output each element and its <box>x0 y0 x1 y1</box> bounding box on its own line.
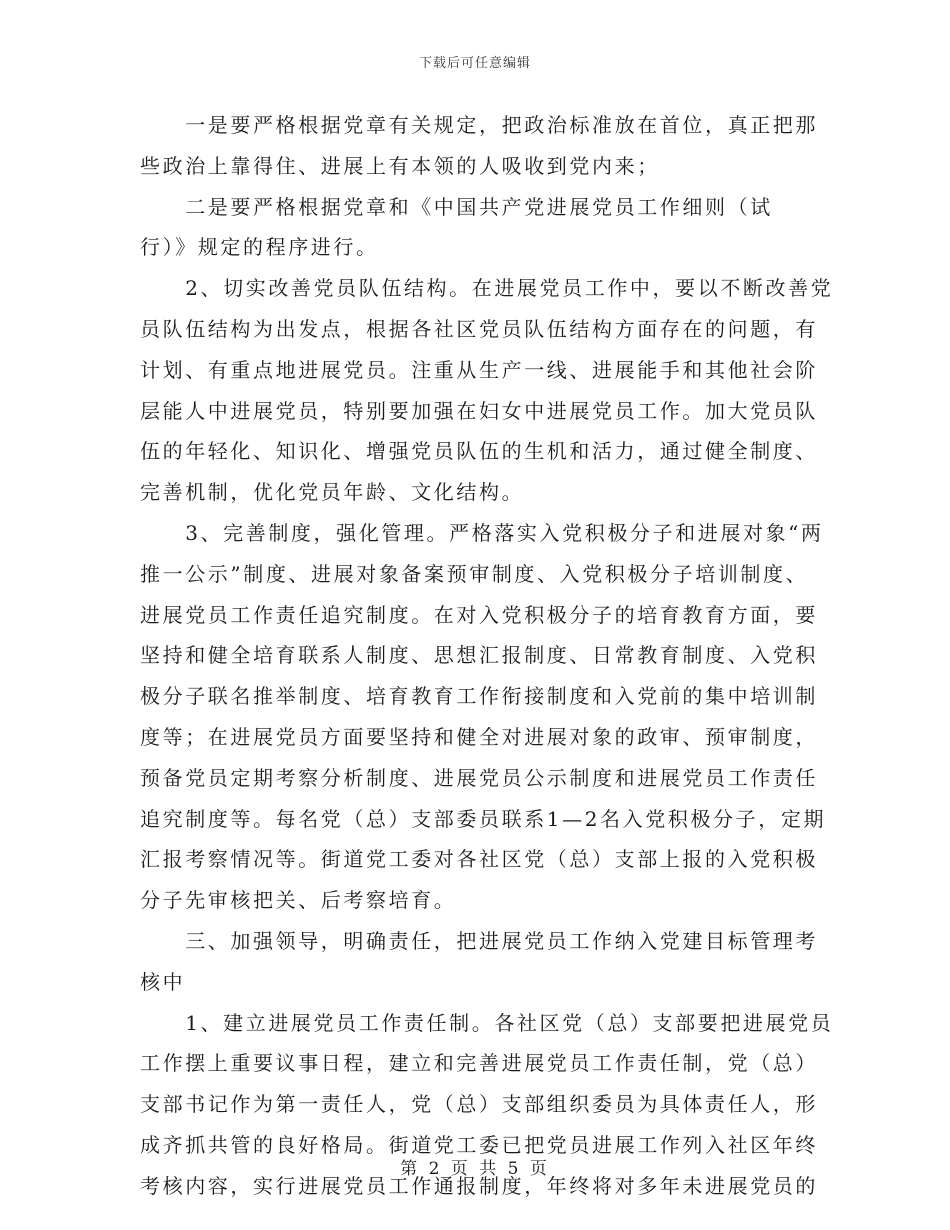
body-text-line: 三、加强领导，明确责任，把进展党员工作纳入党建目标管理考 <box>140 929 818 953</box>
page-header-note: 下载后可任意编辑 <box>418 56 531 71</box>
body-text-line: 分子先审核把关、后考察培育。 <box>140 888 457 913</box>
body-text-line: 二是要严格根据党章和《中国共产党进展党员工作细则（试 <box>140 194 773 219</box>
body-text-line: 2、切实改善党员队伍结构。在进展党员工作中，要以不断改善党 <box>140 276 834 301</box>
body-text-line: 些政治上靠得住、进展上有本领的人吸收到党内来； <box>140 153 660 178</box>
body-text-line: 核中 <box>140 969 186 994</box>
body-text-line: 度等；在进展党员方面要坚持和健全对进展对象的政审、预审制度， <box>140 725 818 749</box>
body-text-line: 支部书记作为第一责任人，党（总）支部组织委员为具体责任人，形 <box>140 1092 818 1117</box>
body-text-line: 坚持和健全培育联系人制度、思想汇报制度、日常教育制度、入党积 <box>140 643 818 668</box>
body-text-line: 3、完善制度，强化管理。严格落实入党积极分子和进展对象“两 <box>140 521 824 545</box>
body-text-line: 员队伍结构为出发点，根据各社区党员队伍结构方面存在的问题，有 <box>140 317 818 341</box>
body-text-line: 行）》规定的程序进行。 <box>140 235 379 260</box>
body-text-line: 预备党员定期考察分析制度、进展党员公示制度和进展党员工作责任 <box>140 765 818 790</box>
body-text-line: 追究制度等。每名党（总）支部委员联系1—2名入党积极分子，定期 <box>140 806 827 831</box>
body-text-line: 层能人中进展党员，特别要加强在妇女中进展党员工作。加大党员队 <box>140 398 818 423</box>
body-text-line: 进展党员工作责任追究制度。在对入党积极分子的培育教育方面，要 <box>140 602 818 627</box>
body-text-line: 汇报考察情况等。街道党工委对各社区党（总）支部上报的入党积极 <box>140 847 818 872</box>
body-text-line: 推一公示”制度、进展对象备案预审制度、入党积极分子培训制度、 <box>140 561 809 586</box>
body-text-line: 一是要严格根据党章有关规定，把政治标准放在首位，真正把那 <box>140 113 818 137</box>
body-text-line: 极分子联名推举制度、培育教育工作衔接制度和入党前的集中培训制 <box>140 684 818 709</box>
page-footer: 第 2 页 共 5 页 <box>400 1159 550 1179</box>
body-text-line: 计划、有重点地进展党员。注重从生产一线、进展能手和其他社会阶 <box>140 357 818 382</box>
body-text-line: 成齐抓共管的良好格局。街道党工委已把党员进展工作列入社区年终 <box>140 1133 818 1157</box>
body-text-line: 伍的年轻化、知识化、增强党员队伍的生机和活力，通过健全制度、 <box>140 439 818 464</box>
body-text-line: 1、建立进展党员工作责任制。各社区党（总）支部要把进展党员 <box>140 1010 834 1035</box>
body-text-line: 考核内容，实行进展党员工作通报制度，年终将对多年未进展党员的 <box>140 1173 818 1198</box>
body-text-line: 完善机制，优化党员年龄、文化结构。 <box>140 480 525 505</box>
body-text-line: 工作摆上重要议事日程，建立和完善进展党员工作责任制，党（总） <box>140 1051 818 1076</box>
